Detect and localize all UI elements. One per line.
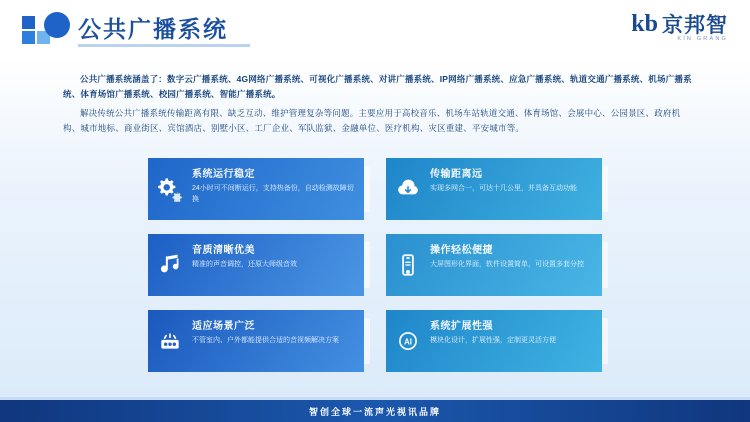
gears-icon xyxy=(148,158,192,220)
feature-card-wrap xyxy=(386,310,602,372)
card-description: 大屏图形化界面，软件设置简单，可设置多套分控 xyxy=(430,261,584,268)
card-title: 传输距离远 xyxy=(430,169,483,180)
card-accent-tab xyxy=(602,242,608,288)
feature-card-scene-adaptability[interactable] xyxy=(148,310,364,372)
card-text xyxy=(192,158,364,220)
speaker-array-icon xyxy=(148,310,192,372)
card-description: 实现多网合一，可达十几公里，并具备互动功能 xyxy=(430,185,577,192)
feature-card-scalability[interactable] xyxy=(386,310,602,372)
card-description: 不管室内、户外都能提供合适的音视频解决方案 xyxy=(192,337,339,344)
intro-paragraph-1-text: 公共广播系统涵盖了：数字云广播系统、4G网络广播系统、可视化广播系统、对讲广播系统、IP网络广播系统、应急广播系统、轨道交通广播系统、机场广播系统、体育场馆广播系统、校园广播系统、智能广播系统。 xyxy=(63,74,692,99)
mobile-device-icon xyxy=(386,234,430,296)
card-description: 模块化设计，扩展性强，定制更灵活方便 xyxy=(430,337,556,344)
feature-card-row-2 xyxy=(148,234,602,296)
page-title: 公共广播系统 xyxy=(78,16,228,42)
card-accent-tab xyxy=(364,242,370,288)
card-title: 操作轻松便捷 xyxy=(430,245,493,256)
card-text xyxy=(430,234,602,296)
feature-card-transmission-distance[interactable] xyxy=(386,158,602,220)
feature-card-wrap xyxy=(148,234,364,296)
card-text xyxy=(192,310,364,372)
card-accent-tab xyxy=(602,166,608,212)
card-description: 24小时可不间断运行，支持热备份，自动检测故障切换 xyxy=(192,185,354,203)
ai-chip-icon xyxy=(386,310,430,372)
svg-text:AI: AI xyxy=(403,337,413,347)
card-accent-tab xyxy=(364,318,370,364)
feature-card-system-stability[interactable] xyxy=(148,158,364,220)
intro-paragraph-1 xyxy=(63,72,693,102)
header-square-1 xyxy=(22,16,35,29)
title-underline xyxy=(78,44,250,47)
slide-content xyxy=(0,58,750,400)
card-title: 系统运行稳定 xyxy=(192,169,255,180)
card-text xyxy=(430,158,602,220)
card-accent-tab xyxy=(364,166,370,212)
feature-card-sound-quality[interactable] xyxy=(148,234,364,296)
feature-card-wrap xyxy=(148,310,364,372)
brand-logo xyxy=(631,12,728,36)
feature-card-wrap xyxy=(148,158,364,220)
feature-card-wrap xyxy=(386,158,602,220)
feature-card-row-3 xyxy=(148,310,602,372)
card-accent-tab xyxy=(602,318,608,364)
card-title: 适应场景广泛 xyxy=(192,321,255,332)
cloud-download-icon xyxy=(386,158,430,220)
logo-subtitle: KIN GRANG xyxy=(677,36,728,42)
intro-paragraph-2-text: 解决传统公共广播系统传输距离有限、缺乏互动、维护管理复杂等问题。主要应用于高校音乐、机场车站轨道交通、体育场馆、会展中心、公园景区、政府机构、城市地标、商业街区、宾馆酒店、别墅小区、工厂企业、军队监狱、金融单位、医疗机构、灾区重建、平安城市等。 xyxy=(63,108,681,133)
feature-card-grid xyxy=(148,158,602,386)
card-title: 音质清晰优美 xyxy=(192,245,255,256)
logo-chinese-name: 京邦智 xyxy=(662,14,728,37)
feature-card-wrap xyxy=(386,234,602,296)
header-square-2 xyxy=(22,31,35,44)
header-circle-icon xyxy=(44,12,70,38)
logo-mark: kb xyxy=(631,11,658,37)
card-text xyxy=(192,234,364,296)
card-title: 系统扩展性强 xyxy=(430,321,493,332)
slide-header xyxy=(0,0,750,58)
feature-card-easy-operation[interactable] xyxy=(386,234,602,296)
card-description: 精准的声音调控，还原大师级音效 xyxy=(192,261,297,268)
slide-footer xyxy=(0,400,750,422)
music-note-icon xyxy=(148,234,192,296)
intro-paragraph-2 xyxy=(63,106,693,136)
footer-slogan: 智创全球一流声光视讯品牌 xyxy=(308,406,441,417)
feature-card-row-1 xyxy=(148,158,602,220)
card-text xyxy=(430,310,602,372)
